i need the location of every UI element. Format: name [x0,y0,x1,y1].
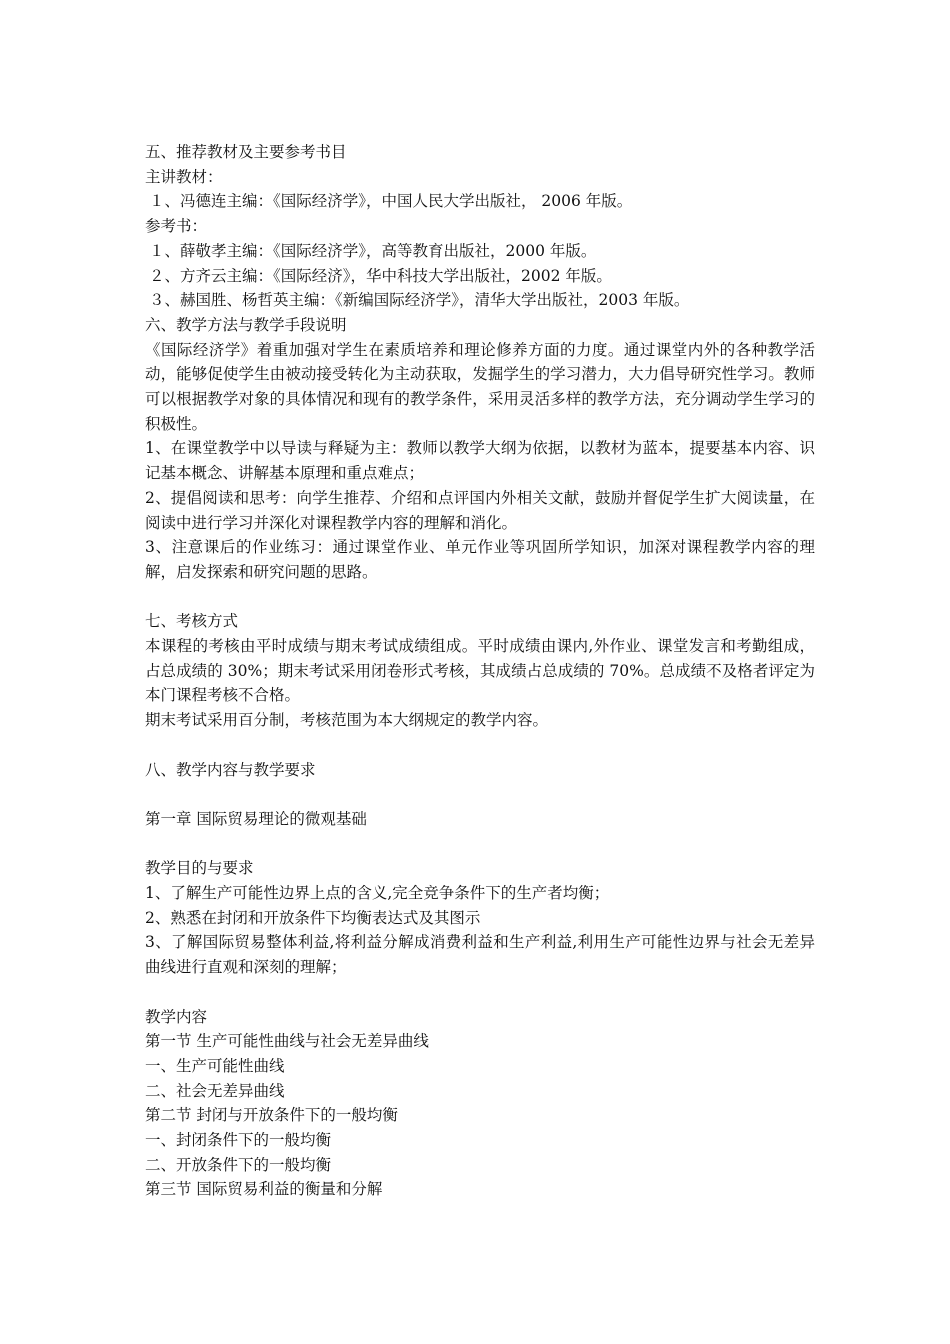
goal-item: 3、了解国际贸易整体利益,将利益分解成消费利益和生产利益,利用生产可能性边界与社会无差异曲线进行直观和深刻的理解； [145,933,815,977]
main-textbook-label: 主讲教材： [145,167,223,186]
content-item: 一、封闭条件下的一般均衡 [145,1131,332,1150]
goals-heading: 教学目的与要求 [145,859,254,878]
assessment-paragraph: 本课程的考核由平时成绩与期末考试成绩组成。平时成绩由课内,外作业、课堂发言和考勤组成，占总成绩的 30%；期末考试采用闭卷形式考核，其成绩占总成绩的 70%。总成绩不及格者评定为本门课程考核不合格。 [145,637,815,705]
spacer [145,980,815,1005]
chapter1-title: 第一章 国际贸易理论的微观基础 [145,809,367,828]
spacer [145,733,815,758]
teaching-method-item: 3、注意课后的作业练习：通过课堂作业、单元作业等巩固所学知识，加深对课程教学内容的理解，启发探索和研究问题的思路。 [145,538,815,581]
content-item: 二、开放条件下的一般均衡 [145,1155,332,1174]
content-item: 第二节 封闭与开放条件下的一般均衡 [145,1106,398,1125]
goal-item: 2、熟悉在封闭和开放条件下均衡表达式及其图示 [145,908,481,927]
teaching-method-item: 2、提倡阅读和思考：向学生推荐、介绍和点评国内外相关文献，鼓励并督促学生扩大阅读量，在阅读中进行学习并深化对课程教学内容的理解和消化。 [145,488,815,532]
reference-book-item: ２、方齐云主编：《国际经济》，华中科技大学出版社，2002 年版。 [149,266,612,285]
spacer [145,832,815,857]
section7-heading: 七、考核方式 [145,612,239,631]
reference-books-label: 参考书： [145,217,208,236]
reference-book-item: １、薛敬孝主编：《国际经济学》，高等教育出版社，2000 年版。 [149,241,597,260]
content-item: 一、生产可能性曲线 [145,1056,285,1075]
content-heading: 教学内容 [145,1007,208,1026]
reference-book-item: ３、赫国胜、杨哲英主编：《新编国际经济学》，清华大学出版社，2003 年版。 [149,291,690,310]
spacer [145,782,815,807]
section8-heading: 八、教学内容与教学要求 [145,760,316,779]
teaching-method-item: 1、在课堂教学中以导读与释疑为主：教师以教学大纲为依据，以教材为蓝本，提要基本内容、识记基本概念、讲解基本原理和重点难点； [145,439,815,483]
goal-item: 1、了解生产可能性边界上点的含义,完全竞争条件下的生产者均衡； [145,884,610,903]
section6-intro-paragraph: 《国际经济学》着重加强对学生在素质培养和理论修养方面的力度。通过课堂内外的各种教学活动，能够促使学生由被动接受转化为主动获取，发掘学生的学习潜力，大力倡导研究性学习。教师可以根据教学对象的具体情况和现有的教学条件，采用灵活多样的教学方法，充分调动学生学习的积极性。 [145,340,815,433]
main-textbook-item: １、冯德连主编：《国际经济学》，中国人民大学出版社， 2006 年版。 [149,192,633,211]
section6-heading: 六、教学方法与教学手段说明 [145,315,347,334]
section5-heading: 五、推荐教材及主要参考书目 [145,143,347,161]
content-item: 第三节 国际贸易利益的衡量和分解 [145,1180,383,1199]
content-item: 二、社会无差异曲线 [145,1081,285,1100]
spacer [145,585,815,610]
exam-scope-paragraph: 期末考试采用百分制，考核范围为本大纲规定的教学内容。 [145,711,549,730]
document-page [145,140,815,1202]
content-item: 第一节 生产可能性曲线与社会无差异曲线 [145,1032,429,1051]
